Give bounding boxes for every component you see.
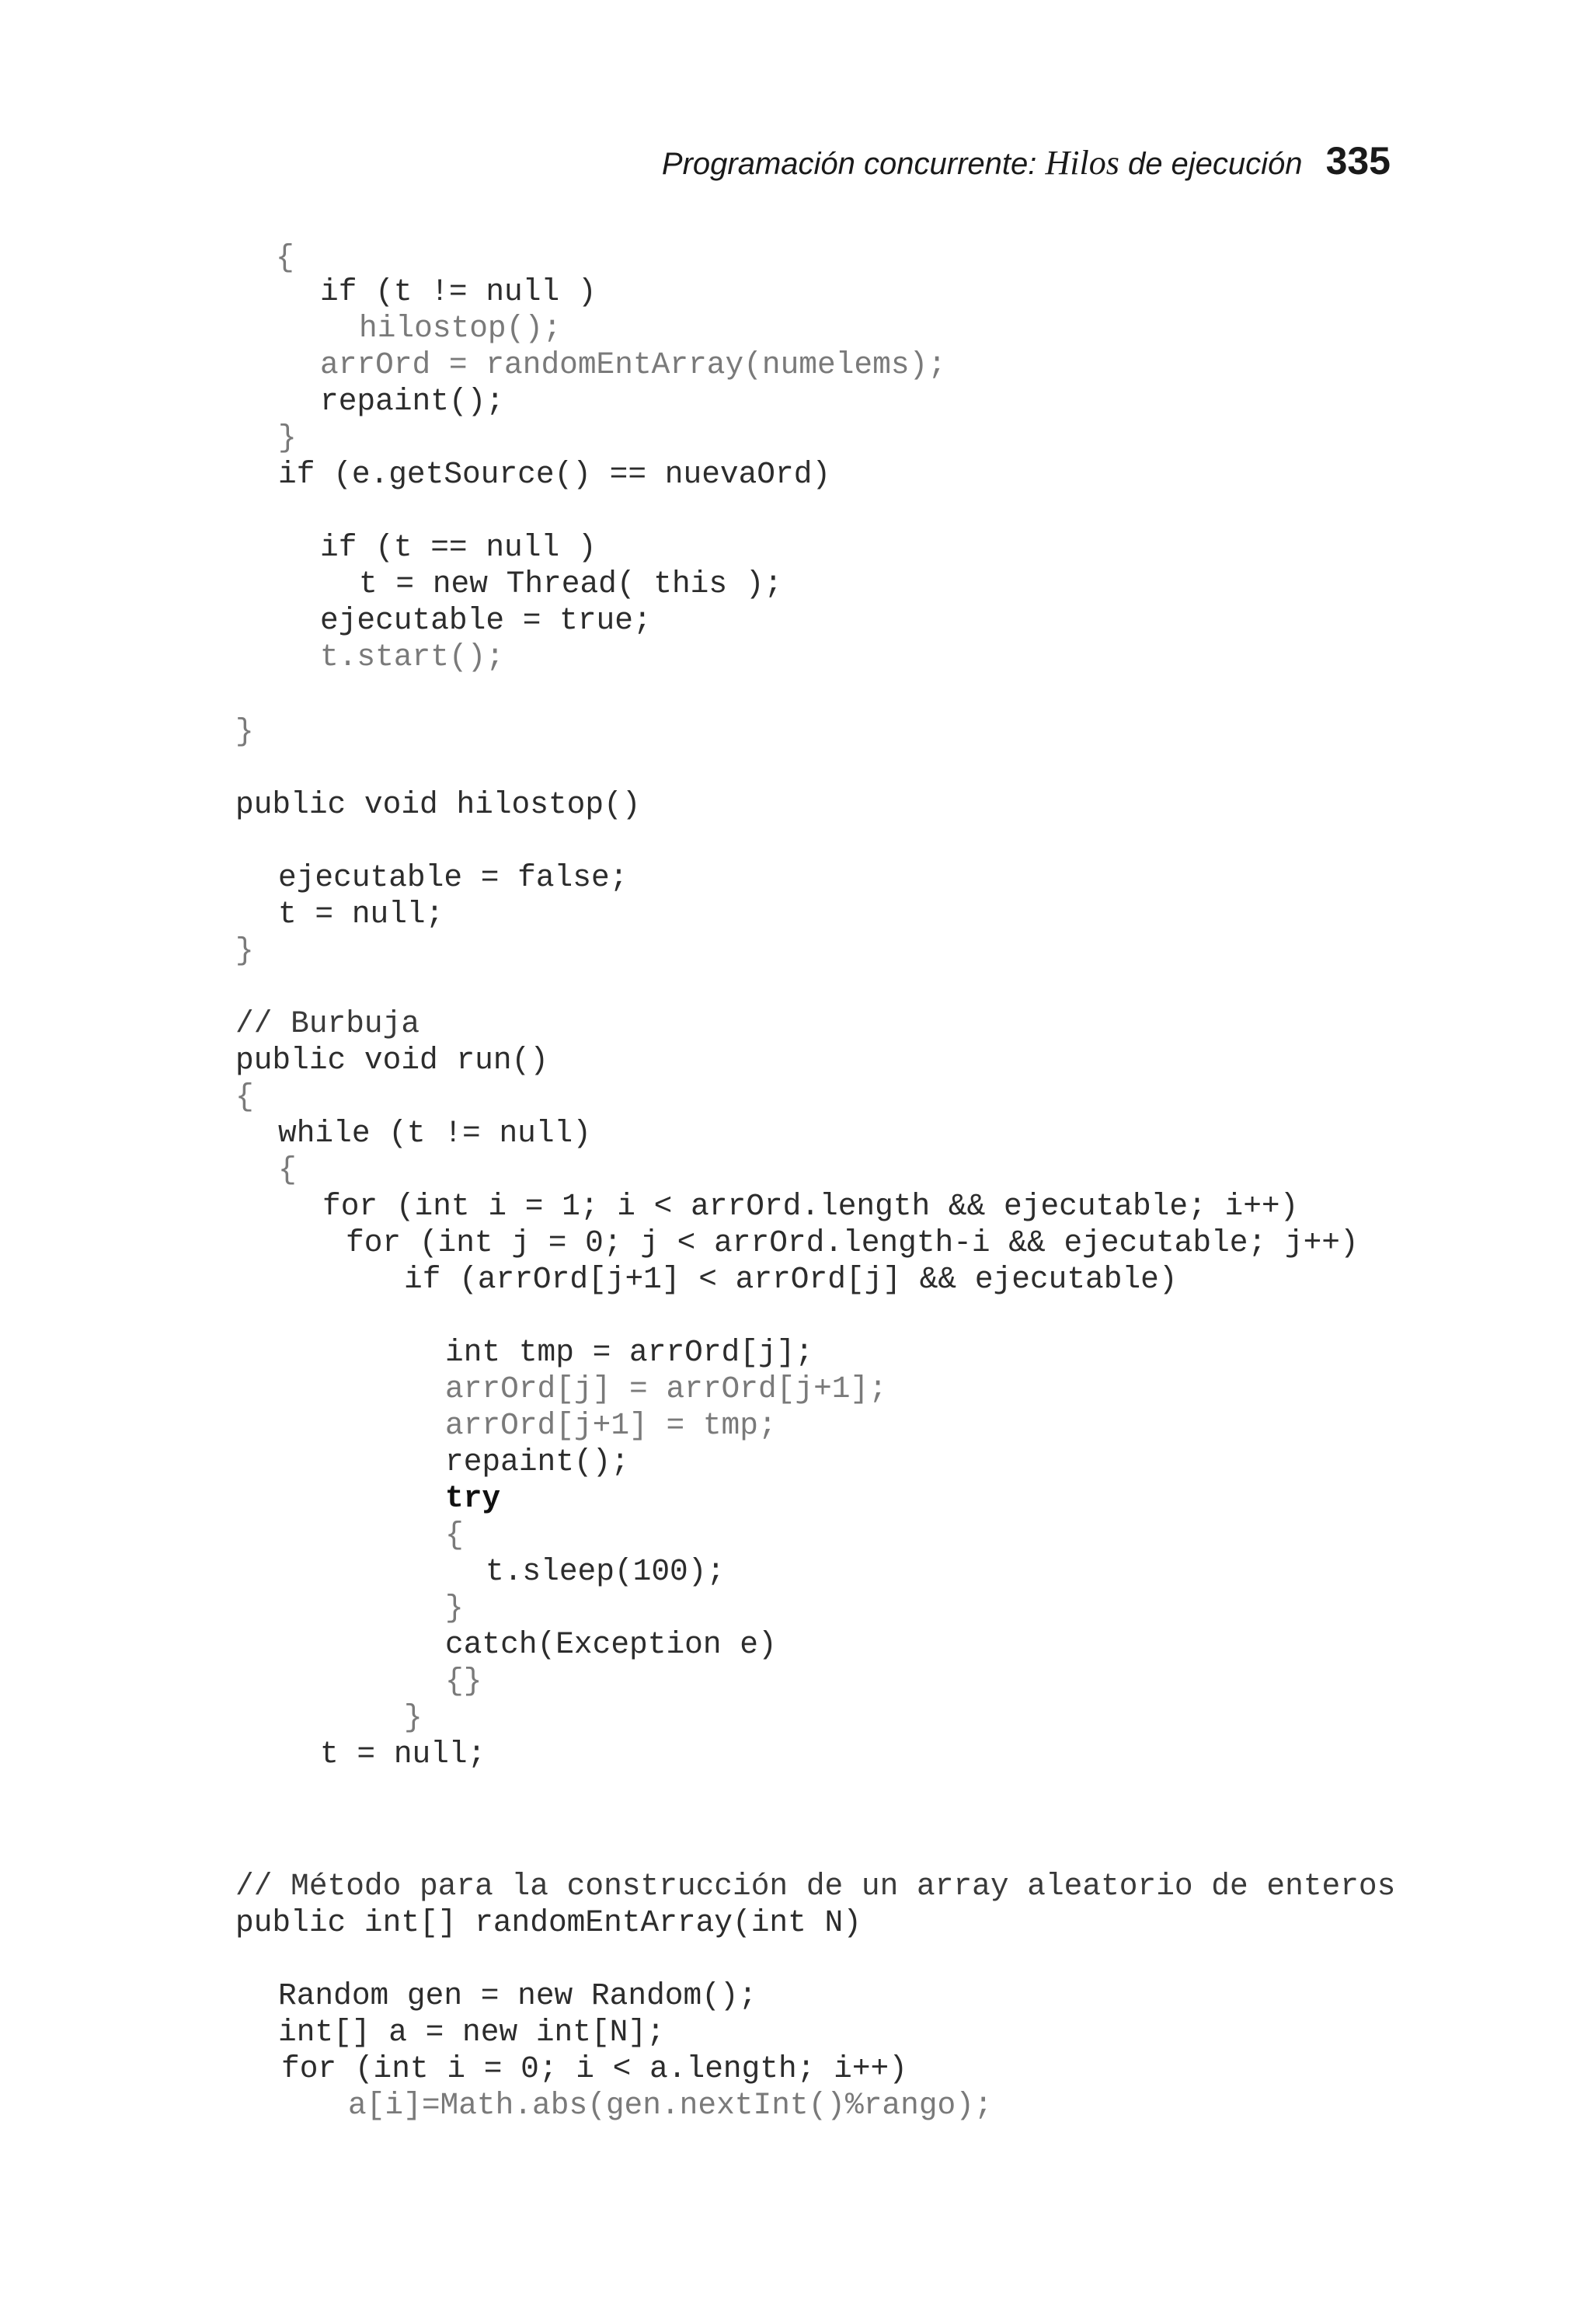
code-line: for (int i = 0; i < a.length; i++) bbox=[281, 2051, 907, 2086]
code-line: hilostop(); bbox=[359, 311, 562, 346]
chapter-title-part1: Programación concurrente: bbox=[661, 147, 1046, 181]
code-line: // Método para la construcción de un array aleatorio de enteros bbox=[235, 1869, 1396, 1904]
code-line: t.start(); bbox=[320, 639, 505, 674]
code-line: arrOrd[j+1] = tmp; bbox=[445, 1408, 777, 1443]
code-line: catch(Exception e) bbox=[445, 1627, 777, 1662]
code-line: } bbox=[404, 1700, 423, 1735]
code-line: t = null; bbox=[320, 1737, 486, 1772]
code-line: int[] a = new int[N]; bbox=[278, 2015, 665, 2050]
code-line: if (t == null ) bbox=[320, 530, 597, 565]
code-line: repaint(); bbox=[445, 1444, 630, 1479]
code-line: ejecutable = true; bbox=[320, 603, 652, 638]
code-line: a[i]=Math.abs(gen.nextInt()%rango); bbox=[348, 2088, 993, 2123]
code-line: { bbox=[276, 240, 294, 275]
code-line: try bbox=[445, 1481, 501, 1516]
code-line: } bbox=[235, 933, 254, 968]
code-line: arrOrd[j] = arrOrd[j+1]; bbox=[445, 1371, 887, 1406]
code-line: t.sleep(100); bbox=[486, 1554, 726, 1589]
code-line: t = new Thread( this ); bbox=[359, 566, 783, 601]
code-line: Random gen = new Random(); bbox=[278, 1978, 757, 2013]
code-line: { bbox=[235, 1079, 254, 1114]
code-line: public void run() bbox=[235, 1043, 548, 1078]
code-line: public int[] randomEntArray(int N) bbox=[235, 1905, 862, 1940]
chapter-title bbox=[662, 143, 1303, 183]
running-header bbox=[662, 138, 1391, 183]
code-line: if (t != null ) bbox=[320, 274, 597, 309]
code-line: for (int i = 1; i < arrOrd.length && ejecutable; i++) bbox=[322, 1189, 1299, 1224]
code-line: } bbox=[278, 420, 297, 455]
code-line: ejecutable = false; bbox=[278, 860, 628, 895]
chapter-title-part2: Hilos bbox=[1045, 144, 1119, 182]
code-line: { bbox=[445, 1517, 464, 1552]
code-line: arrOrd = randomEntArray(numelems); bbox=[320, 347, 946, 382]
code-line: for (int j = 0; j < arrOrd.length-i && ejecutable; j++) bbox=[346, 1225, 1359, 1260]
code-line: if (arrOrd[j+1] < arrOrd[j] && ejecutable) bbox=[404, 1262, 1178, 1297]
code-line: } bbox=[445, 1591, 464, 1625]
code-line: } bbox=[235, 714, 254, 749]
code-line: t = null; bbox=[278, 897, 444, 932]
code-line: public void hilostop() bbox=[235, 787, 641, 822]
chapter-title-part3: de ejecución bbox=[1119, 147, 1303, 181]
code-line: {} bbox=[445, 1664, 482, 1699]
code-line: // Burbuja bbox=[235, 1006, 420, 1041]
code-line: repaint(); bbox=[320, 384, 505, 419]
code-line: if (e.getSource() == nuevaOrd) bbox=[278, 457, 831, 492]
code-line: { bbox=[278, 1152, 297, 1187]
page-number: 335 bbox=[1325, 139, 1391, 183]
code-line: while (t != null) bbox=[278, 1116, 591, 1151]
code-line: int tmp = arrOrd[j]; bbox=[445, 1335, 814, 1370]
